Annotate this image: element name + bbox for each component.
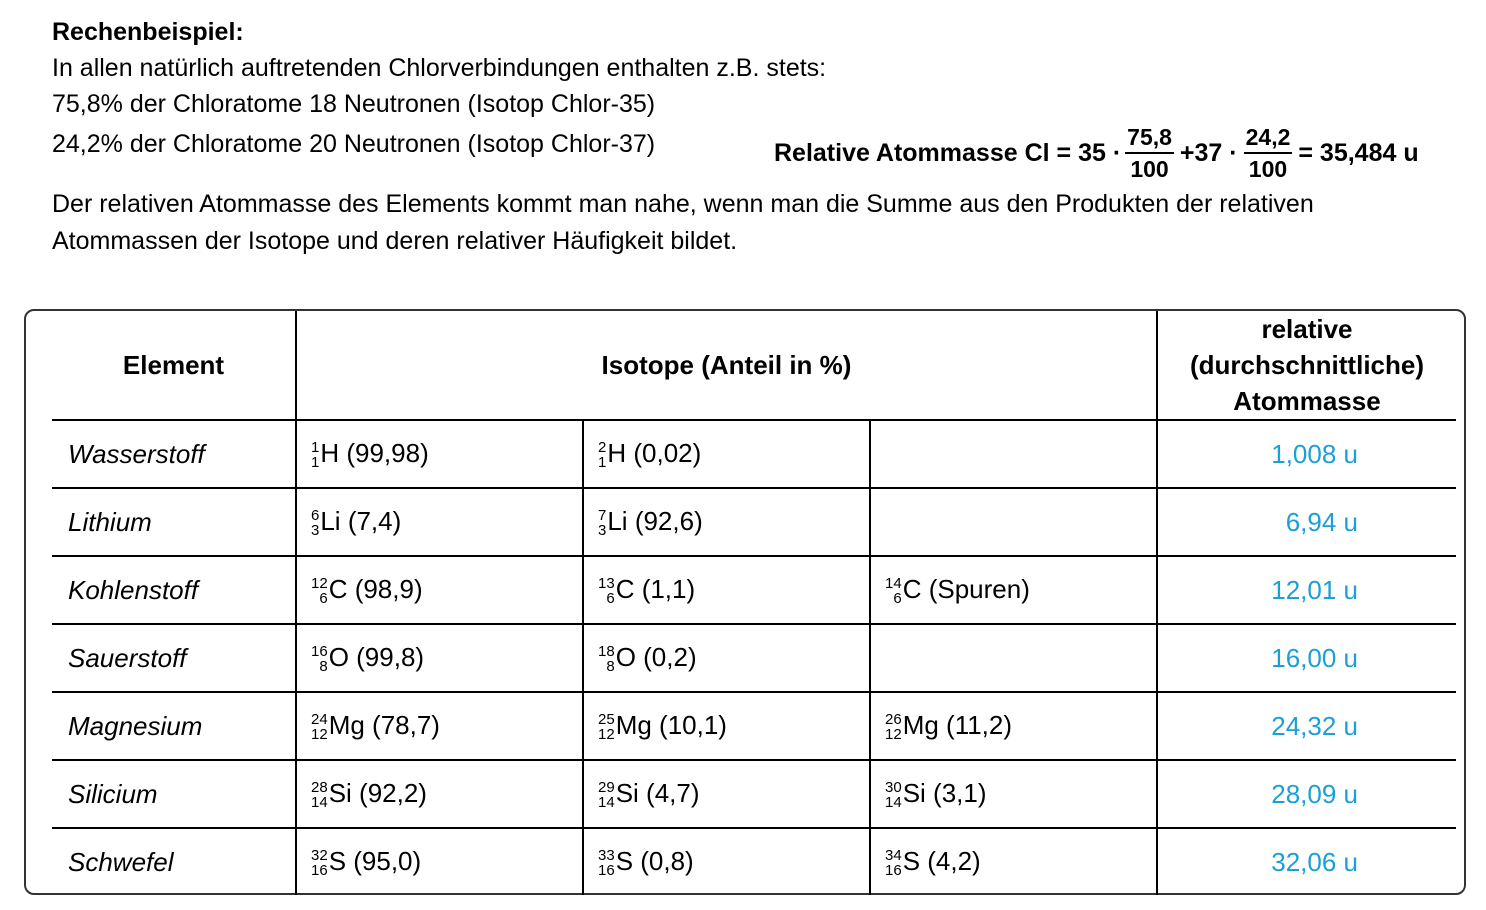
nuclide-numbers [311,508,319,538]
isotope-cell [583,420,870,488]
element-name: Magnesium [52,692,296,760]
element-name: Schwefel [68,846,174,877]
isotope-share: (3,1) [925,777,987,808]
mass-number: 30 [885,779,902,797]
isotope-symbol: S [328,845,347,876]
header-mass-line-1: relative [1261,314,1353,344]
isotope-symbol: C [328,573,348,604]
mass-number: 2 [598,439,607,457]
isotope-symbol: C [615,573,635,604]
formula-result: = 35,484 u [1298,138,1419,167]
isotope-share: (78,7) [364,709,440,740]
mass-number: 26 [885,711,902,729]
nuclide-numbers [311,848,328,878]
isotope-symbol: Li [607,505,628,536]
isotope-cell [583,624,870,692]
mass-number: 32 [311,847,328,865]
fraction-2-denominator: 100 [1248,156,1288,182]
table-row [52,760,1456,828]
isotope-table-frame [24,309,1466,895]
isotope-share: (0,8) [633,845,694,876]
isotope-symbol: S [615,845,634,876]
isotope-share: (99,98) [339,437,429,468]
explanation-paragraph [52,186,1472,260]
nuclide-numbers [598,712,615,742]
table-row [52,692,1456,760]
isotope-cell [296,488,583,556]
nuclide-numbers [885,848,902,878]
atomic-number: 16 [598,862,615,880]
table-row [52,828,1456,895]
atomic-number: 14 [885,794,902,812]
isotope-symbol: Si [328,777,352,808]
header-isotopes: Isotope (Anteil in %) [296,311,1157,420]
isotope-symbol: Mg [328,709,365,740]
isotope-share: (11,2) [938,709,1013,740]
mass-number: 6 [311,507,320,525]
atomic-mass-value: 16,00 u [1157,624,1456,692]
atomic-number: 1 [598,454,607,472]
fraction-1 [1125,122,1174,184]
intro-line-1: In allen natürlich auftretenden Chlorverbindungen enthalten z.B. stets: [52,54,827,82]
header-atomic-mass [1157,311,1456,420]
isotope-symbol: O [328,641,349,672]
isotope-cell [296,624,583,692]
fraction-1-numerator: 75,8 [1125,122,1174,154]
atomic-mass-value: 6,94 u [1157,488,1456,556]
isotope-cell [583,556,870,624]
nuclide-numbers [311,440,319,470]
atomic-mass-value: 28,09 u [1157,760,1456,828]
isotope-share: (4,7) [638,777,700,808]
atomic-number: 16 [311,862,328,880]
isotope-share: (92,6) [627,505,703,536]
nuclide-numbers [598,440,606,470]
isotope-cell [583,828,870,895]
nuclide-numbers [598,508,606,538]
nuclide-numbers [311,644,328,674]
atomic-number: 14 [598,794,615,812]
formula-row [52,122,1472,182]
nuclide-numbers [311,712,328,742]
mass-number: 13 [598,575,615,593]
atomic-mass-formula [774,122,1421,184]
isotope-share: (92,2) [351,777,427,808]
header-mass-line-2: (durchschnittliche) [1189,350,1424,380]
isotope-share: (4,2) [920,845,981,876]
atomic-mass-value: 24,32 u [1157,692,1456,760]
isotope-share: (98,9) [347,573,423,604]
atomic-number: 3 [311,522,320,540]
atomic-number: 8 [606,658,615,676]
nuclide-numbers [311,780,328,810]
element-name: Wasserstoff [52,420,296,488]
isotope-symbol: S [902,845,921,876]
mass-number: 29 [598,779,615,797]
atomic-number: 12 [598,726,615,744]
isotope-cell [870,488,1157,556]
table-row [52,488,1456,556]
isotope-cell [870,692,1157,760]
nuclide-numbers [885,576,902,606]
isotope-symbol: H [320,437,340,468]
fraction-2-numerator: 24,2 [1244,122,1293,154]
table-row [52,420,1456,488]
mass-number: 16 [311,643,328,661]
atomic-number: 1 [311,454,320,472]
isotope-cell [870,828,1157,895]
element-name: Silicium [52,760,296,828]
isotope-cell [870,760,1157,828]
isotope-cell [583,760,870,828]
isotope-symbol: Si [902,777,926,808]
mass-number: 1 [311,439,320,457]
atomic-number: 6 [893,590,902,608]
table-row [52,624,1456,692]
isotope-share: (Spuren) [921,573,1030,604]
mass-number: 14 [885,575,902,593]
isotope-share: (95,0) [346,845,422,876]
atomic-number: 12 [311,726,328,744]
table-row [52,556,1456,624]
element-name: Sauerstoff [52,624,296,692]
fraction-1-denominator: 100 [1130,156,1169,182]
nuclide-numbers [598,576,615,606]
isotope-cell [583,488,870,556]
atomic-number: 12 [885,726,902,744]
nuclide-numbers [598,848,615,878]
atomic-number: 6 [319,590,328,608]
isotope-cell [870,420,1157,488]
fraction-2 [1244,122,1293,184]
isotope-symbol: Li [320,505,341,536]
nuclide-numbers [311,576,328,606]
isotope-share: (1,1) [634,573,696,604]
header-mass-line-3: Atommasse [1233,386,1381,416]
atomic-number: 14 [311,794,328,812]
isotope-symbol: Si [615,777,639,808]
mass-number: 33 [598,847,615,865]
isotope-share: (0,02) [626,437,702,468]
isotope-cell [296,420,583,488]
isotope-symbol: O [615,641,636,672]
isotope-table [52,311,1456,895]
mass-number: 34 [885,847,902,865]
table-header-row [52,311,1456,420]
header-element: Element [52,311,296,420]
atomic-number: 3 [598,522,607,540]
atomic-mass-value: 1,008 u [1157,420,1456,488]
isotope-cell [870,624,1157,692]
element-name: Lithium [52,488,296,556]
intro-section [52,14,1472,260]
nuclide-numbers [885,780,902,810]
isotope-share: (10,1) [651,709,727,740]
isotope-cell [583,692,870,760]
element-name: Kohlenstoff [52,556,296,624]
isotope-cell [296,760,583,828]
paragraph-line-2: Atommassen der Isotope und deren relativer Häufigkeit bildet. [52,227,738,255]
paragraph-line-1: Der relativen Atommasse des Elements kommt man nahe, wenn man die Summe aus den Produkten der relativen [52,190,1314,218]
mass-number: 28 [311,779,328,797]
isotope-symbol: Mg [615,709,652,740]
atomic-number: 6 [606,590,615,608]
isotope-cell [870,556,1157,624]
formula-label: Relative Atommasse Cl = 35 · [774,138,1122,167]
isotope-cell [296,692,583,760]
nuclide-numbers [598,644,615,674]
atomic-number: 8 [319,658,328,676]
intro-line-2: 75,8% der Chloratome 18 Neutronen (Isotop Chlor-35) [52,90,656,118]
intro-line-3: 24,2% der Chloratome 20 Neutronen (Isotop Chlor-37) [52,130,656,158]
mass-number: 18 [598,643,615,661]
atomic-mass-value: 32,06 u [1271,846,1358,877]
isotope-symbol: Mg [902,709,939,740]
mass-number: 12 [311,575,328,593]
isotope-share: (99,8) [348,641,425,672]
example-heading: Rechenbeispiel: [52,18,244,46]
nuclide-numbers [885,712,902,742]
formula-middle: +37 · [1179,138,1238,167]
isotope-cell [296,828,583,895]
isotope-share: (7,4) [340,505,402,536]
mass-number: 24 [311,711,328,729]
isotope-symbol: H [607,437,627,468]
atomic-number: 16 [885,862,902,880]
nuclide-numbers [598,780,615,810]
mass-number: 7 [598,507,607,525]
atomic-mass-value: 12,01 u [1157,556,1456,624]
mass-number: 25 [598,711,615,729]
isotope-symbol: C [902,573,922,604]
isotope-share: (0,2) [635,641,697,672]
isotope-cell [296,556,583,624]
